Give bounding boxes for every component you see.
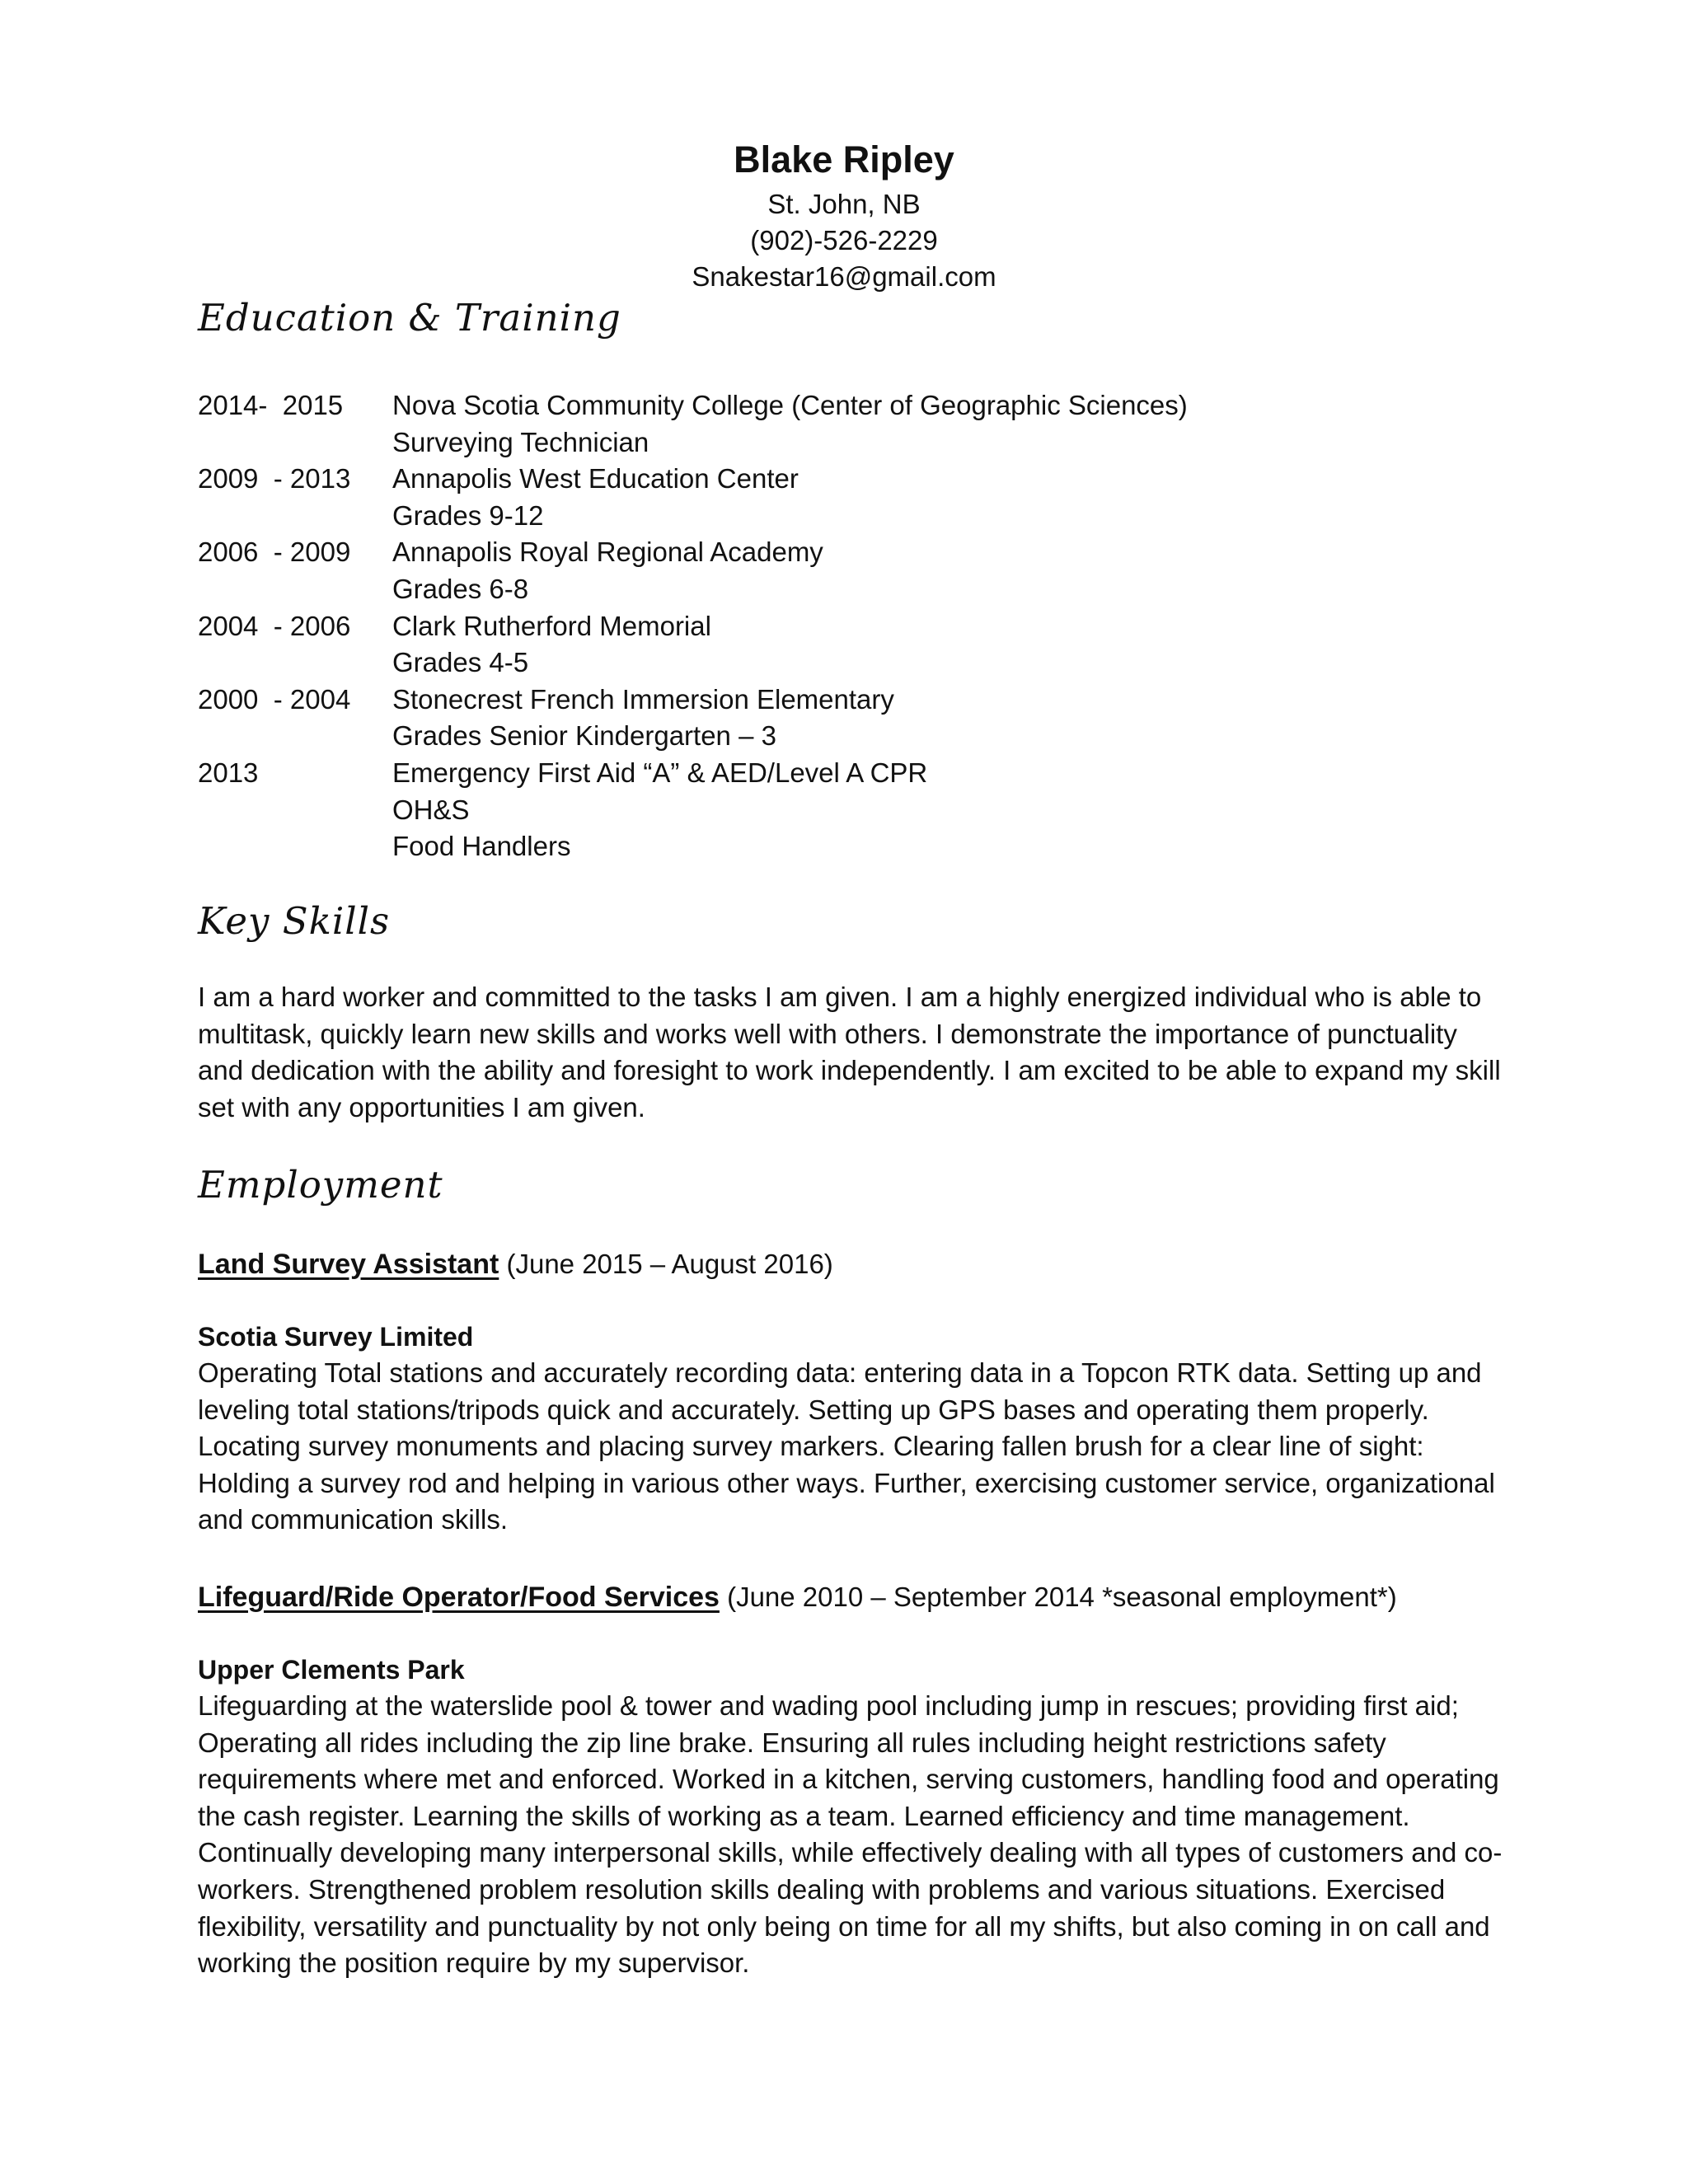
education-program: Grades Senior Kindergarten – 3 (392, 720, 776, 752)
education-entry (198, 755, 1517, 865)
education-program: Grades 4-5 (392, 647, 529, 678)
education-year: 2000 - 2004 (198, 683, 351, 715)
employer-name: Scotia Survey Limited (198, 1322, 474, 1352)
job-title: Land Survey Assistant (198, 1249, 499, 1280)
job-dates: (June 2010 – September 2014 *seasonal employment*) (719, 1582, 1397, 1612)
contact-location: St. John, NB (767, 189, 921, 219)
certification-item: OH&S (392, 794, 470, 825)
education-institution: Clark Rutherford Memorial (392, 610, 711, 641)
education-institution: Annapolis West Education Center (392, 463, 799, 494)
education-entry (198, 387, 1517, 461)
contact-phone: (902)-526-2229 (750, 225, 938, 255)
education-year: 2009 - 2013 (198, 463, 351, 494)
education-details (392, 608, 1517, 682)
education-details (392, 387, 1517, 461)
education-institution: Nova Scotia Community College (Center of Geographic Sciences) (392, 390, 1188, 420)
education-year: 2004 - 2006 (198, 610, 351, 641)
education-heading: Education & Training (198, 296, 621, 340)
education-details (392, 755, 1517, 865)
job-description: Lifeguarding at the waterslide pool & tower and wading pool including jump in rescues; providing first aid; Operating all rides including the zip line brake. Ensuring all rules including height restrictions safety requirements where met and enforced. Worked in a kitchen, serving customers, handling food and operating the cash register. Learning the skills of working as a team. Learned efficiency and time management. Continually developing many interpersonal skills, while effectively dealing with all types of customers and co-workers. Strengthened problem resolution skills dealing with problems and various situations. Exercised flexibility, versatility and punctuality by not only being on time for all my shifts, but also coming in on call and working the position require by my supervisor. (198, 1690, 1503, 1979)
job-title: Lifeguard/Ride Operator/Food Services (198, 1582, 720, 1613)
education-year: 2006 - 2009 (198, 537, 351, 568)
certification-item: Food Handlers (392, 831, 571, 862)
education-list (198, 387, 1517, 865)
job-heading (198, 1579, 1397, 1615)
education-institution: Stonecrest French Immersion Elementary (392, 683, 894, 715)
skills-summary: I am a hard worker and committed to the tasks I am given. I am a highly energized individual who is able to multitask, quickly learn new skills and works well with others. I demonstrate the importance of punctuality and dedication with the ability and foresight to work independently. I am excited to be able to expand my skill set with any opportunities I am given. (198, 982, 1501, 1122)
employment-heading: Employment (198, 1163, 443, 1207)
employer-name: Upper Clements Park (198, 1655, 465, 1685)
education-year: 2013 (198, 757, 259, 788)
education-entry (198, 682, 1517, 755)
education-entry (198, 608, 1517, 682)
education-details (392, 534, 1517, 607)
job-description: Operating Total stations and accurately recording data: entering data in a Topcon RTK data. Setting up and leveling total stations/tripods quick and accurately. Setting up GPS bases and operating them properly. Locating survey monuments and placing survey markers. Clearing fallen brush for a clear line of sight: Holding a survey rod and helping in various other ways. Further, exercising customer service, organizational and communication skills. (198, 1357, 1495, 1535)
contact-email: Snakestar16@gmail.com (692, 261, 996, 292)
education-institution: Annapolis Royal Regional Academy (392, 537, 823, 568)
candidate-name: Blake Ripley (734, 138, 954, 180)
education-program: Surveying Technician (392, 426, 649, 457)
education-entry (198, 534, 1517, 607)
education-entry (198, 461, 1517, 534)
job-dates: (June 2015 – August 2016) (499, 1249, 833, 1279)
education-program: Grades 9-12 (392, 499, 544, 531)
education-year: 2014- 2015 (198, 390, 344, 420)
skills-heading: Key Skills (198, 899, 391, 943)
education-details (392, 461, 1517, 534)
certification-item: Emergency First Aid “A” & AED/Level A CPR (392, 757, 928, 788)
education-program: Grades 6-8 (392, 573, 529, 604)
education-details (392, 682, 1517, 755)
job-heading (198, 1246, 833, 1282)
